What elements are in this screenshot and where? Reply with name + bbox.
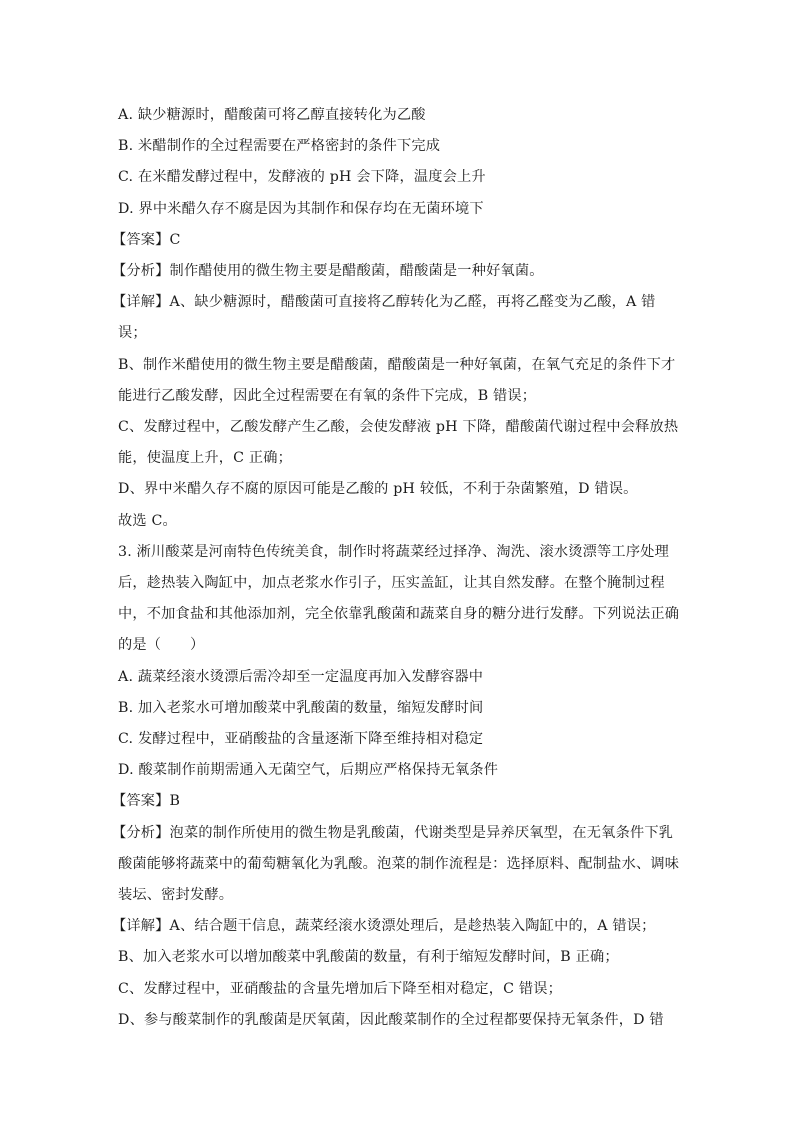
- q3-detail-line: B、加入老浆水可以增加酸菜中乳酸菌的数量，有利于缩短发酵时间，B 正确；: [118, 949, 619, 966]
- q2-option-c: C. 在米醋发酵过程中，发酵液的 pH 会下降，温度会上升: [118, 169, 486, 186]
- q3-detail-line: 【详解】A、结合题干信息，蔬菜经滚水烫漂处理后，是趁热装入陶缸中的，A 错误；: [112, 918, 656, 935]
- q3-analysis-line: 【分析】泡菜的制作所使用的微生物是乳酸菌，代谢类型是异养厌氧型，在无氧条件下乳: [112, 824, 674, 841]
- q2-detail-line: D、界中米醋久存不腐的原因可能是乙酸的 pH 较低，不利于杂菌繁殖，D 错误。: [118, 481, 638, 498]
- q3-stem-line: 中，不加食盐和其他添加剂，完全依靠乳酸菌和蔬菜自身的糖分进行发酵。下列说法正确: [118, 606, 680, 623]
- q2-detail-line: 误；: [118, 325, 147, 342]
- q3-analysis-line: 装坛、密封发酵。: [118, 887, 234, 904]
- q3-detail-line: C、发酵过程中，亚硝酸盐的含量先增加后下降至相对稳定，C 错误；: [118, 980, 563, 997]
- q3-stem-line: 后，趁热装入陶缸中，加点老浆水作引子，压实盖缸，让其自然发酵。在整个腌制过程: [118, 575, 665, 592]
- q2-option-b: B. 米醋制作的全过程需要在严格密封的条件下完成: [118, 138, 441, 155]
- q3-option-d: D. 酸菜制作前期需通入无菌空气，后期应严格保持无氧条件: [118, 762, 499, 779]
- q2-detail-line: 能，使温度上升，C 正确；: [118, 450, 293, 467]
- q2-detail-line: C、发酵过程中，乙酸发酵产生乙酸，会使发酵液 pH 下降，醋酸菌代谢过程中会释放热: [118, 419, 679, 436]
- q2-option-d: D. 界中米醋久存不腐是因为其制作和保存均在无菌环境下: [118, 200, 484, 217]
- q2-option-a: A. 缺少糖源时，醋酸菌可将乙醇直接转化为乙酸: [118, 107, 426, 123]
- q3-option-a: A. 蔬菜经滚水烫漂后需冷却至一定温度再加入发酵容器中: [118, 668, 484, 685]
- q2-answer: 【答案】C: [112, 231, 181, 248]
- q2-conclusion: 故选 C。: [118, 512, 177, 529]
- q3-detail-line: D、参与酸菜制作的乳酸菌是厌氧菌，因此酸菜制作的全过程都要保持无氧条件，D 错: [118, 1011, 664, 1028]
- q2-analysis: 【分析】制作醋使用的微生物主要是醋酸菌，醋酸菌是一种好氧菌。: [112, 263, 544, 280]
- q2-detail-line: 能进行乙酸发酵，因此全过程需要在有氧的条件下完成，B 错误；: [118, 387, 537, 404]
- q3-analysis-line: 酸菌能够将蔬菜中的葡萄糖氧化为乳酸。泡菜的制作流程是：选择原料、配制盐水、调味: [118, 855, 680, 872]
- q3-answer: 【答案】B: [112, 793, 181, 810]
- q2-detail-line: 【详解】A、缺少糖源时，醋酸菌可直接将乙醇转化为乙醛，再将乙醛变为乙酸，A 错: [112, 294, 656, 311]
- q3-stem-line: 3. 淅川酸菜是河南特色传统美食，制作时将蔬菜经过择净、淘洗、滚水烫漂等工序处理: [118, 543, 669, 560]
- q2-detail-line: B、制作米醋使用的微生物主要是醋酸菌，醋酸菌是一种好氧菌，在氧气充足的条件下才: [118, 356, 676, 373]
- q3-option-b: B. 加入老浆水可增加酸菜中乳酸菌的数量，缩短发酵时间: [118, 699, 484, 716]
- q3-option-c: C. 发酵过程中，亚硝酸盐的含量逐渐下降至维持相对稳定: [118, 731, 484, 748]
- q3-stem-line: 的是（ ）: [118, 637, 205, 654]
- page-content: [112, 100, 680, 1036]
